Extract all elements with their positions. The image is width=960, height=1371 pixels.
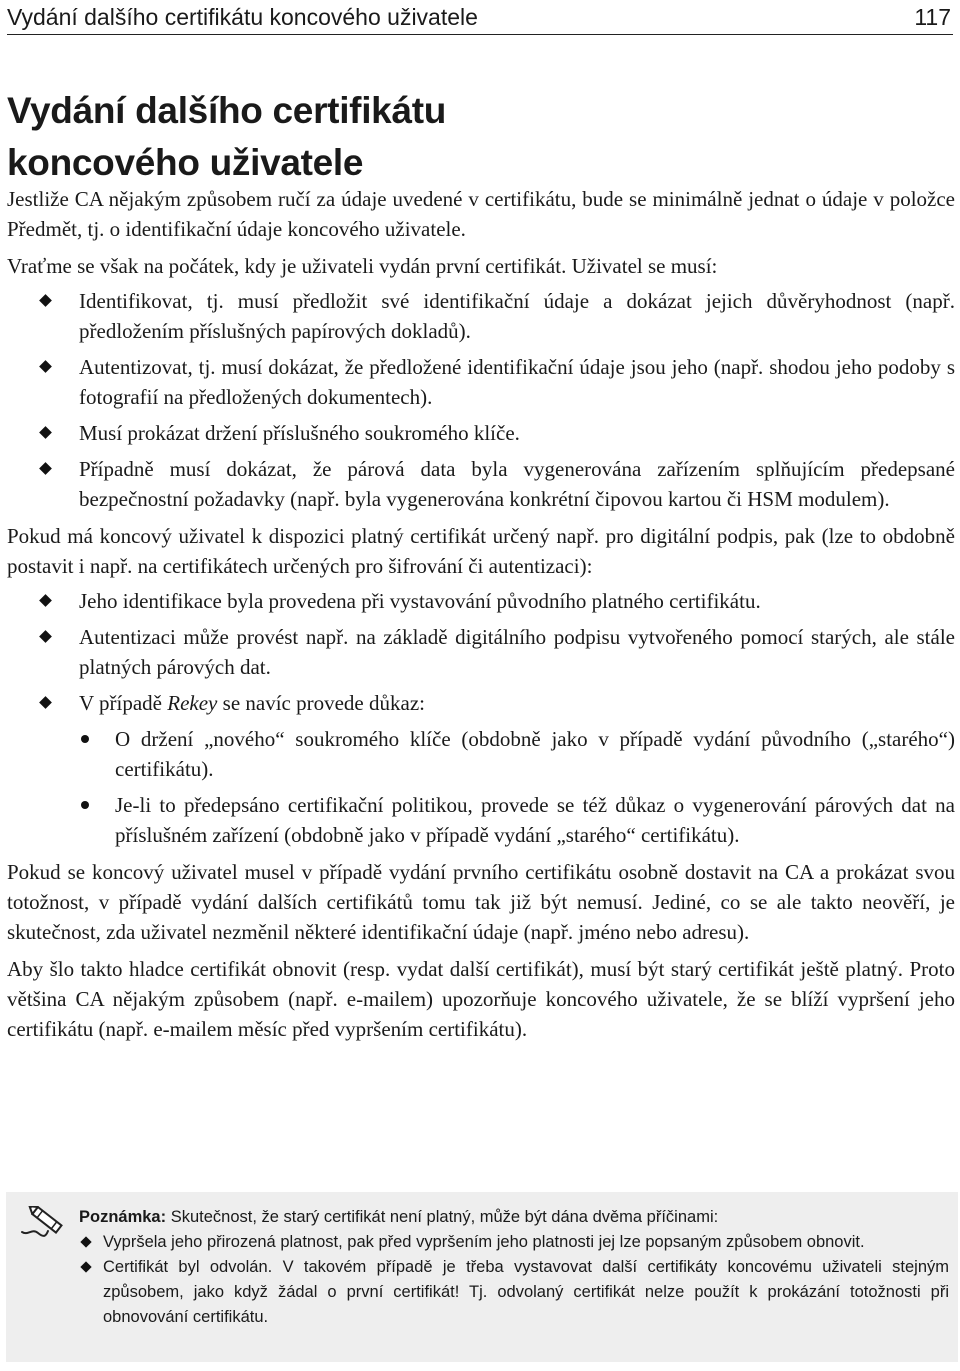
running-header <box>7 4 953 35</box>
renewal-list <box>7 586 955 850</box>
running-title: Vydání dalšího certifikátu koncového uživatele <box>7 4 478 30</box>
list-item: Jeho identifikace byla provedena při vystavování původního platného certifikátu. <box>7 586 955 616</box>
paragraph-valid-certificate: Pokud má koncový uživatel k dispozici platný certifikát určený např. pro digitální podpis, pak (lze to obdobně postavit i např. na certifikátech určených pro šifrování či autentizaci): <box>7 524 955 578</box>
paragraph-identity: Pokud se koncový uživatel musel v případě vydání prvního certifikátu osobně dostavit na CA a prokázat svou totožnost, v případě vydání dalších certifikátů tomu tak již být nemusí. Jediné, co se ale takto neověří, je skutečnost, zda uživatel nezměnil některé identifikační údaje (např. jméno nebo adresu). <box>7 860 955 944</box>
sublist-item: Je-li to předepsáno certifikační politikou, provede se též důkaz o vygenerování párových dat na příslušném zařízení (obdobně jako v případě vydání „starého“ certifikátu). <box>79 790 955 850</box>
page-number: 117 <box>914 4 951 30</box>
paragraph-intro: Jestliže CA nějakým způsobem ručí za údaje uvedené v certifikátu, bude se minimálně jednat o údaje v položce Předmět, tj. o identifikační údaje koncového uživatele. <box>7 187 955 241</box>
requirements-list <box>7 286 955 514</box>
chapter-title <box>7 85 937 189</box>
main-text <box>7 184 955 1044</box>
note-list-item: Vypršela jeho přirozená platnost, pak před vypršením jeho platnosti jej lze popsaným způsobem obnovit. <box>79 1230 949 1255</box>
note-content <box>79 1205 949 1330</box>
note-box <box>6 1192 958 1362</box>
note-intro-text: Skutečnost, že starý certifikát není platný, může být dána dvěma příčinami: <box>166 1208 719 1226</box>
rekey-text-after: se navíc provede důkaz: <box>217 691 425 715</box>
chapter-title-line2: koncového uživatele <box>7 142 364 183</box>
paragraph-renewal: Aby šlo takto hladce certifikát obnovit (resp. vydat další certifikát), musí být starý certifikát ještě platný. Proto většina CA nějakým způsobem (např. e-mailem) upozorňuje koncového uživatele, že se blíží vypršení jeho certifikátu (např. e-mailem měsíc před vypršením certifikátu). <box>7 957 955 1041</box>
note-intro <box>79 1205 949 1230</box>
list-item: Případně musí dokázat, že párová data byla vygenerována zařízením splňujícím předepsané bezpečnostní požadavky (např. byla vygenerována konkrétní čipovou kartou či HSM modulem). <box>7 454 955 514</box>
list-item: Musí prokázat držení příslušného soukromého klíče. <box>7 418 955 448</box>
note-label: Poznámka: <box>79 1208 167 1226</box>
note-list <box>79 1230 949 1330</box>
list-item: Identifikovat, tj. musí předložit své identifikační údaje a dokázat jejich důvěryhodnost (např. předložením příslušných papírových dokladů). <box>7 286 955 346</box>
list-item: Autentizovat, tj. musí dokázat, že předložené identifikační údaje jsou jeho (např. shodou jeho podoby s fotografií na předložených dokumentech). <box>7 352 955 412</box>
pencil-writing-icon <box>18 1206 68 1242</box>
paragraph-first-certificate: Vraťme se však na počátek, kdy je uživateli vydán první certifikát. Uživatel se musí: <box>7 254 718 278</box>
list-item-rekey <box>7 688 955 850</box>
rekey-term: Rekey <box>167 691 218 715</box>
note-list-item: Certifikát byl odvolán. V takovém případě je třeba vystavovat další certifikáty koncovému uživateli stejným způsobem, jako když žádal o první certifikát! Tj. odvolaný certifikát nelze použít k prokázání totožnosti při obnovování certifikátu. <box>79 1255 949 1330</box>
rekey-sublist <box>79 724 955 850</box>
rekey-text-before: V případě <box>79 691 168 715</box>
list-item: Autentizaci může provést např. na základě digitálního podpisu vytvořeného pomocí starých, ale stále platných párových dat. <box>7 622 955 682</box>
sublist-item: O držení „nového“ soukromého klíče (obdobně jako v případě vydání původního („starého“) certifikátu). <box>79 724 955 784</box>
chapter-title-line1: Vydání dalšího certifikátu <box>7 90 447 131</box>
